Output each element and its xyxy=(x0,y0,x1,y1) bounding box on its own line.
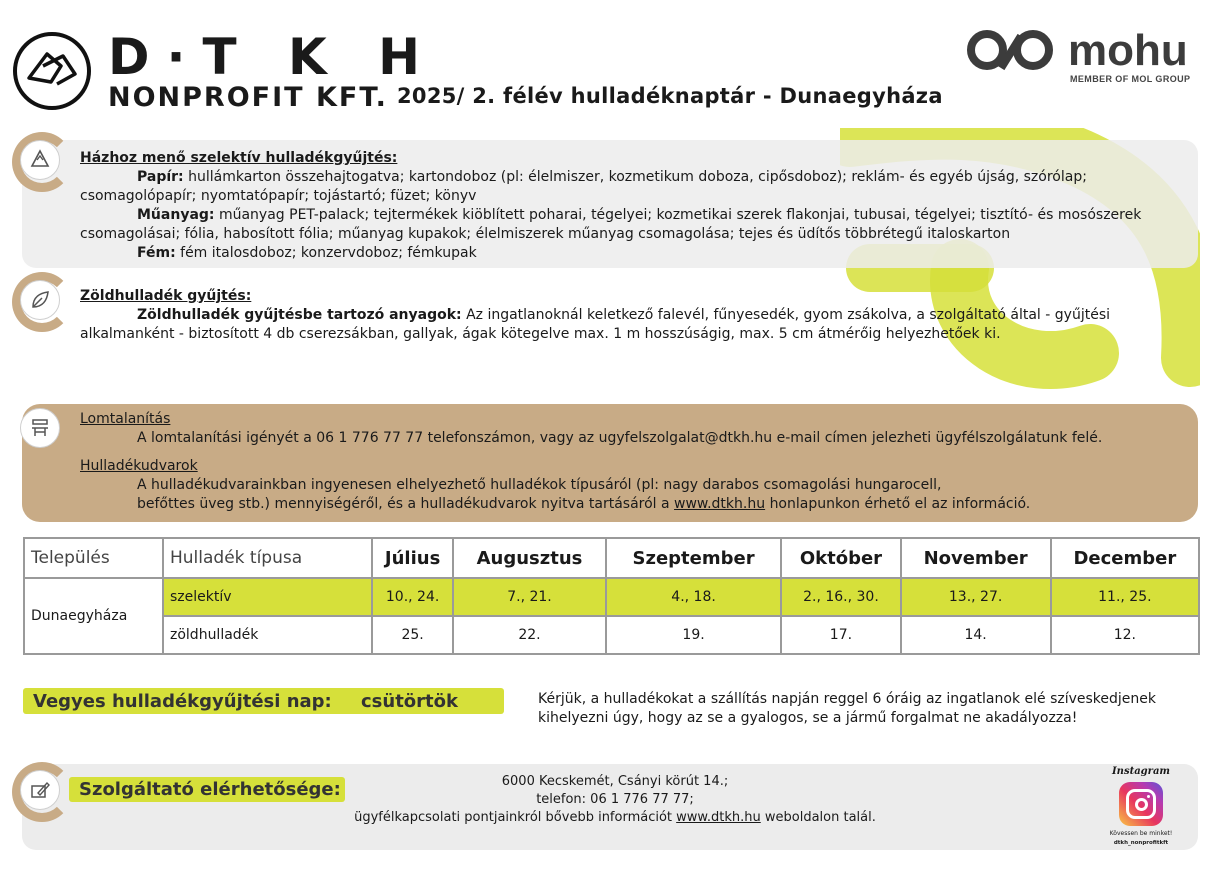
bulky-section xyxy=(80,410,1190,514)
instagram-handle: dtkh_nonprofitkft xyxy=(1113,840,1169,846)
date-cell: 4., 18. xyxy=(606,578,782,616)
paper-label: Papír: xyxy=(137,169,184,185)
partner-tagline: MEMBER OF MOL GROUP xyxy=(1070,74,1191,84)
dtkh-logo-icon xyxy=(13,32,91,110)
mixed-day-banner xyxy=(23,688,504,714)
green-text-2: alkalmanként - biztosított 4 db cserezsákban, gallyak, ágak kötegelve max. 1 m hosszúságig, max. 5 cm átmérőig helyezhetőek ki. xyxy=(80,326,1001,342)
settlement-header: Település xyxy=(24,538,163,578)
mixed-day-value: csütörtök xyxy=(361,690,458,712)
date-cell: 7., 21. xyxy=(453,578,606,616)
contact-info-text: ügyfélkapcsolati pontjainkról bővebb információt xyxy=(354,810,673,825)
date-cell: 22. xyxy=(453,616,606,654)
leaf-icon xyxy=(20,280,60,320)
partner-logo-text: mohu xyxy=(1068,26,1188,75)
contact-info-text-2: weboldalon talál. xyxy=(764,810,876,825)
furniture-icon xyxy=(20,408,60,448)
bulky-heading: Lomtalanítás xyxy=(80,411,171,427)
waste-type-cell: zöldhulladék xyxy=(163,616,372,654)
yards-text-2b: honlapunkon érhető el az információ. xyxy=(769,496,1031,512)
table-row xyxy=(24,578,1199,616)
month-header: November xyxy=(901,538,1051,578)
waste-type-cell: szelektív xyxy=(163,578,372,616)
contact-info xyxy=(330,773,900,827)
date-cell: 19. xyxy=(606,616,782,654)
bulky-text: A lomtalanítási igényét a 06 1 776 77 77 telefonszámon, vagy az ugyfelszolgalat@dtkh.hu e-mail címen jelezheti ügyfélszolgálatunk felé. xyxy=(137,430,1103,446)
contact-phone: telefon: 06 1 776 77 77; xyxy=(536,792,694,807)
paper-text-2: csomagolópapír; nyomtatópapír; tojástartó; füzet; könyv xyxy=(80,188,477,204)
instagram-follow: Kövessen be minket! xyxy=(1109,830,1173,837)
contact-website-link[interactable]: www.dtkh.hu xyxy=(676,810,761,825)
table-row xyxy=(24,616,1199,654)
paper-text: hullámkarton összehajtogatva; kartondoboz (pl: élelmiszer, kozmetikum doboza, cipősdoboz); reklám- és egyéb újság, szórólap; xyxy=(188,169,1087,185)
contact-label: Szolgáltató elérhetősége: xyxy=(79,779,341,800)
instagram-icon[interactable] xyxy=(1119,782,1163,826)
metal-text: fém italosdoboz; konzervdoboz; fémkupak xyxy=(180,245,477,261)
notice-line-1: Kérjük, a hulladékokat a szállítás napján reggel 6 óráig az ingatlanok elé szíveskedjenek xyxy=(538,691,1157,707)
settlement-cell: Dunaegyháza xyxy=(24,578,163,654)
notice-line-2: kihelyezni úgy, hogy az se a gyalogos, se a jármű forgalmat ne akadályozza! xyxy=(538,710,1078,726)
month-header: Július xyxy=(372,538,453,578)
dtkh-website-link[interactable]: www.dtkh.hu xyxy=(674,496,766,512)
month-header: Október xyxy=(781,538,900,578)
month-header: Augusztus xyxy=(453,538,606,578)
date-cell: 17. xyxy=(781,616,900,654)
date-cell: 13., 27. xyxy=(901,578,1051,616)
selective-section xyxy=(80,149,1195,263)
mixed-day-label: Vegyes hulladékgyűjtési nap: xyxy=(33,690,332,712)
placement-notice xyxy=(538,690,1198,728)
green-label: Zöldhulladék gyűjtésbe tartozó anyagok: xyxy=(137,307,462,323)
table-header-row xyxy=(24,538,1199,578)
logo-top-text: D·T K H xyxy=(108,28,438,86)
recycle-icon xyxy=(20,140,60,180)
instagram-block xyxy=(1108,766,1174,848)
date-cell: 10., 24. xyxy=(372,578,453,616)
type-header: Hulladék típusa xyxy=(163,538,372,578)
contact-address: 6000 Kecskemét, Csányi körút 14.; xyxy=(501,774,729,789)
logo-bottom-text: NONPROFIT KFT. xyxy=(108,82,388,113)
contact-label-banner xyxy=(69,777,345,802)
page-title: 2025/ 2. félév hulladéknaptár - Dunaegyháza xyxy=(397,84,943,108)
instagram-title: Instagram xyxy=(1112,766,1170,777)
dtkh-logo xyxy=(108,30,437,112)
mohu-logo-icon xyxy=(965,28,1057,78)
date-cell: 25. xyxy=(372,616,453,654)
selective-heading: Házhoz menő szelektív hulladékgyűjtés: xyxy=(80,150,398,166)
yards-text: A hulladékudvarainkban ingyenesen elhelyezhető hulladékok típusáról (pl: nagy darabos csomagolási hungarocell, xyxy=(137,477,942,493)
schedule-table xyxy=(23,537,1200,655)
month-header: Szeptember xyxy=(606,538,782,578)
green-heading: Zöldhulladék gyűjtés: xyxy=(80,288,252,304)
date-cell: 2., 16., 30. xyxy=(781,578,900,616)
metal-label: Fém: xyxy=(137,245,176,261)
yards-text-2a: befőttes üveg stb.) mennyiségéről, és a hulladékudvarok nyitva tartásáról a xyxy=(137,496,670,512)
plastic-text: műanyag PET-palack; tejtermékek kiöblített poharai, tégelyei; kozmetikai szerek flakonjai, tubusai, tégelyei; tisztító- és mosószerek xyxy=(218,207,1142,223)
green-text: Az ingatlanoknál keletkező falevél, fűnyesedék, gyom zsákolva, a szolgáltató által - gyűjtési xyxy=(466,307,1110,323)
yards-heading: Hulladékudvarok xyxy=(80,458,198,474)
plastic-text-2: csomagolásai; fólia, habosított fólia; műanyag kupakok; élelmiszerek műanyag csomagolása; tejes és üdítős többrétegű italoskarton xyxy=(80,226,1011,242)
month-header: December xyxy=(1051,538,1199,578)
date-cell: 14. xyxy=(901,616,1051,654)
green-section xyxy=(80,287,1195,344)
signature-icon xyxy=(20,770,60,810)
plastic-label: Műanyag: xyxy=(137,207,215,223)
date-cell: 12. xyxy=(1051,616,1199,654)
date-cell: 11., 25. xyxy=(1051,578,1199,616)
